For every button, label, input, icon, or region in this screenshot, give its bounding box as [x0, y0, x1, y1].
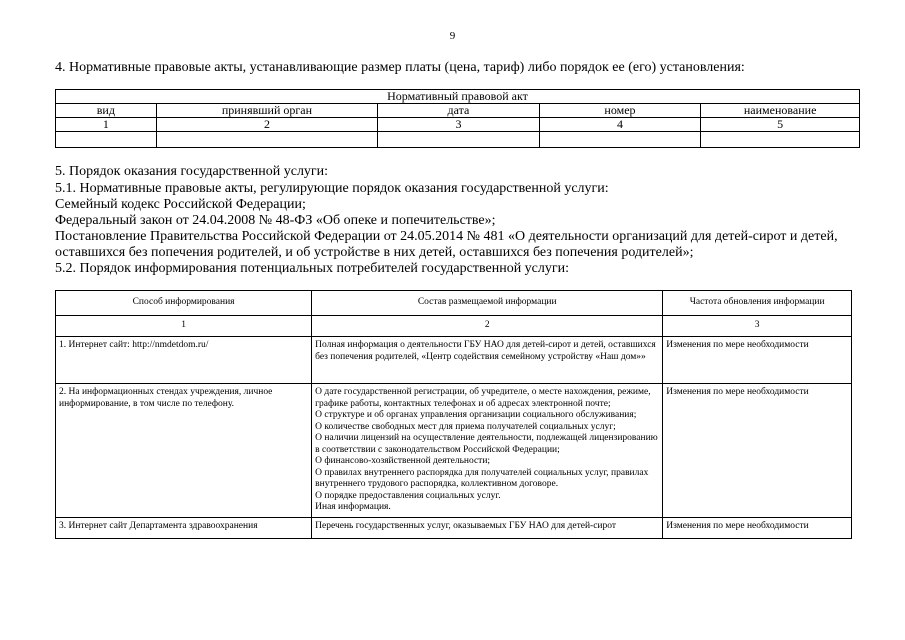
legal-act-table: [55, 89, 860, 148]
act-table-empty-row: [56, 132, 860, 148]
info-header-frequency: Частота обновления информации: [663, 291, 852, 316]
info-header-method: Способ информирования: [56, 291, 312, 316]
act-table-number-row: [56, 118, 860, 132]
table-row: [56, 517, 852, 538]
page-number: 9: [449, 30, 456, 42]
info-frequency-cell: Изменения по мере необходимости: [663, 337, 852, 384]
act-table-caption: Нормативный правовой акт: [56, 90, 860, 104]
section5-heading: 5. Порядок оказания государственной услуги:: [55, 164, 329, 179]
info-table-number-row: [56, 316, 852, 337]
act-header-type: вид: [56, 104, 157, 118]
act-num-5: 5: [701, 118, 860, 132]
act-header-number: номер: [539, 104, 701, 118]
info-num-2: 2: [312, 316, 663, 337]
info-content-cell: Полная информация о деятельности ГБУ НАО для детей-сирот и детей, оставшихся без попечения родителей, «Центр содействия семейному устройству «Наш дом»»: [312, 337, 663, 384]
content-line: О порядке предоставления социальных услуг.: [315, 490, 501, 501]
act-empty-cell: [156, 132, 377, 148]
content-line: О финансово-хозяйственной деятельности;: [315, 456, 491, 466]
info-content-cell: Перечень государственных услуг, оказываемых ГБУ НАО для детей-сирот: [312, 517, 663, 538]
act-header-authority: принявший орган: [156, 104, 377, 118]
act-empty-cell: [539, 132, 701, 148]
federal-law-line: Федеральный закон от 24.04.2008 № 48-ФЗ «Об опеке и попечительстве»;: [55, 213, 496, 228]
table-row: [56, 384, 852, 518]
info-method-cell: 3. Интернет сайт Департамента здравоохранения: [56, 517, 312, 538]
content-line: О структуре и об органах управления организации социального обслуживания;: [315, 410, 637, 420]
info-header-content: Состав размещаемой информации: [312, 291, 663, 316]
act-empty-cell: [378, 132, 540, 148]
info-table-header-row: [56, 291, 852, 316]
act-num-3: 3: [378, 118, 540, 132]
section4-heading: 4. Нормативные правовые акты, устанавливающие размер платы (цена, тариф) либо порядок ее (его) установления:: [55, 60, 745, 75]
informing-table: [55, 290, 852, 539]
info-frequency-cell: Изменения по мере необходимости: [663, 517, 852, 538]
info-num-1: 1: [56, 316, 312, 337]
family-code-line: Семейный кодекс Российской Федерации;: [55, 197, 306, 212]
content-line: О наличии лицензий на осуществление деятельности, подлежащей лицензированию в соответствии с законодательством Российской Федерации;: [315, 433, 658, 455]
section5-1-heading: 5.1. Нормативные правовые акты, регулирующие порядок оказания государственной услуги:: [55, 181, 609, 196]
act-empty-cell: [56, 132, 157, 148]
info-num-3: 3: [663, 316, 852, 337]
decree-line-2: оставшихся без попечения родителей, и об устройстве в них детей, оставшихся без попечения родителей»;: [55, 245, 694, 260]
table-row: [56, 337, 852, 384]
info-frequency-cell: Изменения по мере необходимости: [663, 384, 852, 518]
section5-2-heading: 5.2. Порядок информирования потенциальных потребителей государственной услуги:: [55, 261, 570, 276]
act-header-name: наименование: [701, 104, 860, 118]
act-num-2: 2: [156, 118, 377, 132]
act-empty-cell: [701, 132, 860, 148]
info-content-cell: [312, 384, 663, 518]
act-table-header-row: [56, 104, 860, 118]
act-header-date: дата: [378, 104, 540, 118]
content-line: Иная информация.: [315, 502, 391, 512]
content-line: О правилах внутреннего распорядка для получателей социальных услуг, правилах внутреннего трудового распорядка, коллективном договоре.: [315, 467, 649, 489]
info-method-cell: 1. Интернет сайт: http://nmdetdom.ru/: [56, 337, 312, 384]
act-num-1: 1: [56, 118, 157, 132]
decree-line-1: Постановление Правительства Российской Федерации от 24.05.2014 № 481 «О деятельности организаций для детей-сирот и детей,: [55, 229, 838, 244]
content-line: О дате государственной регистрации, об учредителе, о месте нахождения, режиме, графике работы, контактных телефонах и об адресах электронной почте;: [315, 387, 651, 409]
act-num-4: 4: [539, 118, 701, 132]
content-line: О количестве свободных мест для приема получателей социальных услуг;: [315, 421, 616, 432]
info-method-cell: 2. На информационных стендах учреждения, личное информирование, в том числе по телефону.: [56, 384, 312, 518]
